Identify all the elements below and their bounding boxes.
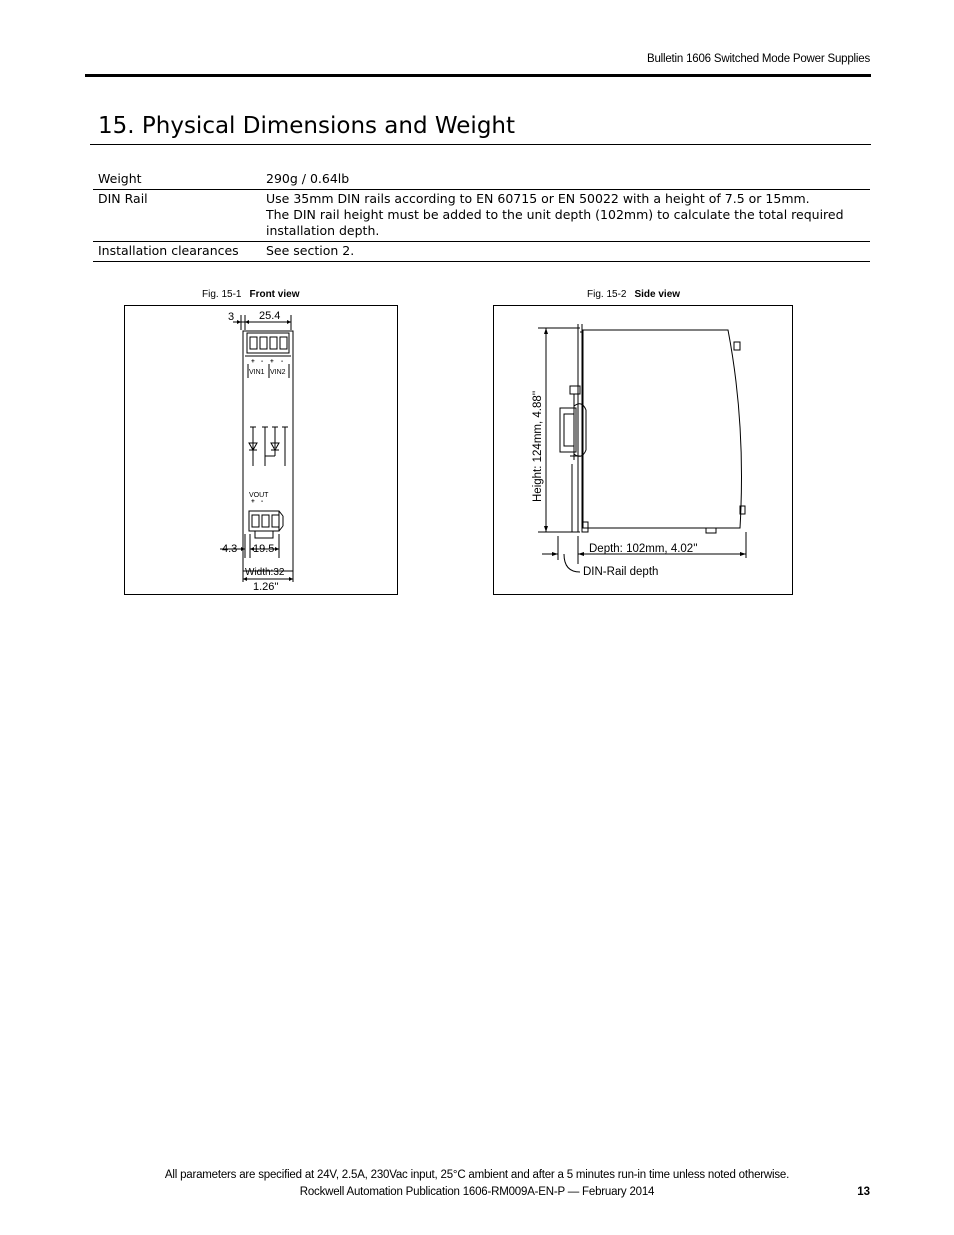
spec-label: Installation clearances [98, 243, 239, 258]
dim-19-5-label: 19.5 [253, 543, 275, 555]
depth-label: Depth: 102mm, 4.02'' [589, 543, 698, 555]
din-rail-depth-label: DIN-Rail depth [583, 566, 659, 578]
spec-label: Weight [98, 171, 142, 186]
side-view-drawing [494, 306, 792, 594]
spec-value [261, 242, 870, 262]
table-row [93, 242, 870, 262]
table-row [93, 190, 870, 242]
dim-25-4-label: 25.4 [259, 310, 281, 322]
fig2-caption [587, 289, 680, 300]
spec-value [261, 170, 870, 190]
header-rule [85, 74, 871, 77]
spec-value-line: 290g / 0.64lb [266, 171, 350, 186]
running-header: Bulletin 1606 Switched Mode Power Supplies [646, 53, 870, 65]
footer-publication: Rockwell Automation Publication 1606-RM009A-EN-P — February 2014 [299, 1186, 655, 1198]
width-inches-label: 1.26'' [253, 581, 279, 593]
page-number: 13 [857, 1186, 870, 1198]
spec-value-line: See section 2. [266, 243, 355, 258]
spec-value-line: Use 35mm DIN rails according to EN 60715 or EN 50022 with a height of 7.5 or 15mm. [266, 191, 810, 206]
svg-text:+: + [251, 498, 255, 505]
height-label: Height: 124mm, 4.88'' [532, 390, 544, 502]
title-rule [90, 144, 871, 145]
side-view-figure [493, 305, 793, 595]
spec-value-line: The DIN rail height must be added to the unit depth (102mm) to calculate the total required installation depth. [266, 207, 844, 238]
table-row [93, 170, 870, 190]
front-view-drawing [125, 306, 397, 594]
section-title: 15. Physical Dimensions and Weight [98, 113, 516, 139]
vin2-label: VIN2 [270, 369, 286, 376]
svg-text:+: + [270, 358, 274, 365]
fig2-number: Fig. 15-2 [587, 289, 627, 300]
svg-text:-: - [281, 358, 284, 365]
dim-3-label: 3 [228, 311, 235, 323]
spec-label: DIN Rail [98, 191, 148, 206]
fig2-title: Side view [634, 289, 681, 300]
fig1-caption [202, 289, 299, 300]
fig1-number: Fig. 15-1 [202, 289, 242, 300]
dim-4-3-label: 4.3 [222, 543, 238, 555]
front-view-figure [124, 305, 398, 595]
footer-note: All parameters are specified at 24V, 2.5A, 230Vac input, 25°C ambient and after a 5 minutes run-in time unless noted otherwise. [164, 1169, 790, 1181]
width-label: Width:32 [245, 567, 285, 578]
vout-label: VOUT [249, 492, 269, 499]
svg-text:-: - [261, 358, 264, 365]
vin1-label: VIN1 [249, 369, 265, 376]
spec-value [261, 190, 870, 242]
fig1-title: Front view [249, 289, 300, 300]
svg-text:+: + [251, 358, 255, 365]
svg-text:-: - [261, 498, 264, 505]
specs-table [93, 170, 870, 262]
